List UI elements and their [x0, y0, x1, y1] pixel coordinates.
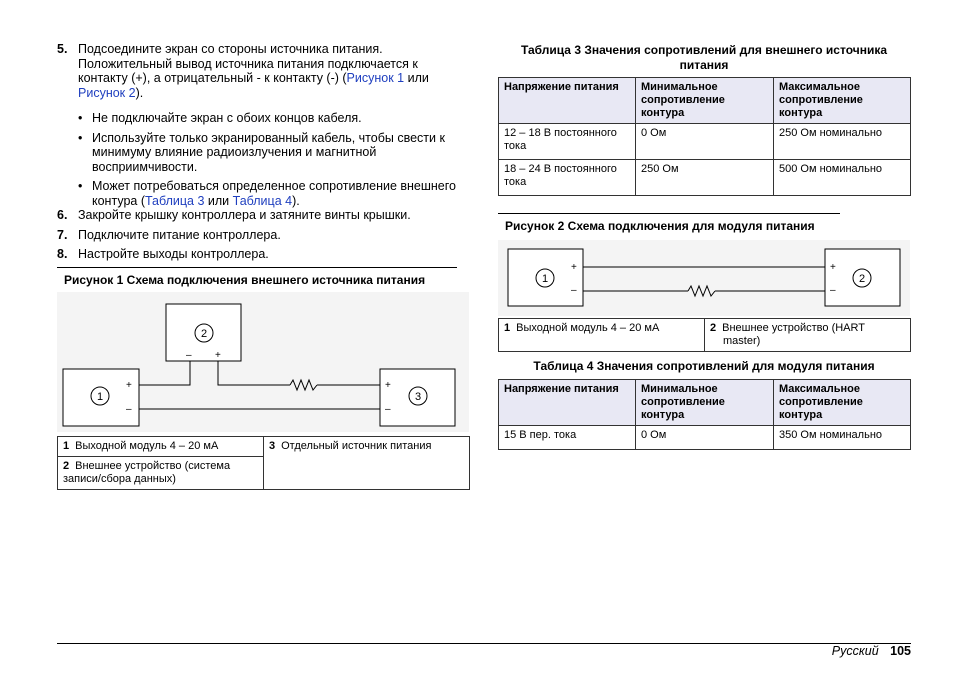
list-item: [78, 111, 478, 126]
legend-item: 2 Внешнее устройство (HART master): [705, 319, 911, 352]
step-7: [57, 228, 477, 243]
legend-item: 3 Отдельный источник питания: [264, 437, 470, 490]
step-text: Закройте крышку контроллера и затяните винты крышки.: [78, 208, 411, 222]
table4-link[interactable]: Таблица 4: [232, 193, 293, 208]
minus-label: –: [126, 404, 132, 415]
figure1-caption: Рисунок 1 Схема подключения внешнего источника питания: [64, 273, 426, 287]
minus-label: –: [385, 404, 391, 415]
step-text: Положительный вывод источника питания подключается к: [78, 56, 418, 71]
bullet-text: восприимчивости.: [92, 159, 198, 174]
plus-label: +: [385, 380, 391, 391]
column-header: Максимальное сопротивление контура: [774, 380, 911, 426]
figure2-caption: Рисунок 2 Схема подключения для модуля питания: [505, 219, 815, 233]
callout-3-label: 3: [414, 391, 422, 403]
step-text: или: [404, 71, 429, 85]
bullet-dot: •: [78, 179, 83, 193]
bullet-text: Используйте только экранированный кабель, чтобы свести к: [92, 130, 445, 145]
figure1-diagram: [57, 292, 469, 432]
table3-caption: Таблица 3 Значения сопротивлений для внешнего источника питания: [520, 43, 888, 72]
callout-2-label: 2: [858, 273, 866, 285]
column-header: Минимальное сопротивление контура: [636, 78, 774, 124]
step-8: [57, 247, 477, 262]
table4-caption: Таблица 4 Значения сопротивлений для модуля питания: [533, 359, 875, 373]
table3-link[interactable]: Таблица 3: [144, 193, 205, 208]
step-5: [57, 42, 477, 100]
table4: [498, 379, 911, 450]
bullet-dot: •: [78, 130, 83, 145]
list-item: [78, 131, 478, 175]
bullet-text: контура (: [92, 193, 145, 208]
minus-label: –: [571, 285, 577, 296]
step-6: [57, 208, 477, 223]
step-number: 6.: [57, 208, 68, 222]
table-row: 12 – 18 В постоянного тока 0 Ом 250 Ом номинально: [499, 124, 911, 160]
bullet-list: [78, 111, 478, 208]
bullet-text: Может потребоваться определенное сопротивление внешнего: [92, 179, 456, 193]
bullet-text: минимуму влияние радиоизлучения и магнитной: [92, 145, 377, 159]
footer-language: Русский: [831, 644, 879, 658]
step-number: 8.: [57, 247, 68, 261]
step-text: Подключите питание контроллера.: [78, 228, 281, 242]
step-number: 7.: [57, 228, 68, 242]
figure2-legend: [498, 318, 911, 352]
table3: [498, 77, 911, 196]
callout-1-label: 1: [96, 391, 104, 403]
step-text: контакту (+), а отрицательный - к контакту (-) (: [78, 71, 347, 85]
legend-item: 2 Внешнее устройство (система записи/сбора данных): [58, 457, 264, 490]
footer-rule: [57, 643, 911, 644]
bullet-text: Не подключайте экран с обоих концов кабеля.: [92, 111, 362, 125]
page-number: 105: [890, 644, 911, 658]
step-text: Подсоедините экран со стороны источника питания.: [78, 42, 383, 56]
plus-label: +: [830, 262, 836, 273]
figure2-diagram: [498, 240, 910, 316]
bullet-text: ).: [292, 193, 300, 208]
step-text: ).: [135, 85, 144, 100]
plus-label: +: [571, 262, 577, 273]
table-row: 15 В пер. тока 0 Ом 350 Ом номинально: [499, 426, 911, 450]
step-text: Настройте выходы контроллера.: [78, 247, 269, 261]
column-header: Напряжение питания: [499, 380, 636, 426]
bullet-text: или: [204, 193, 233, 208]
column-header: Минимальное сопротивление контура: [636, 380, 774, 426]
figure2-link[interactable]: Рисунок 2: [78, 85, 136, 100]
callout-2-label: 2: [200, 328, 208, 340]
legend-item: 1 Выходной модуль 4 – 20 мА: [499, 319, 705, 352]
minus-label: –: [186, 350, 192, 361]
plus-label: +: [215, 350, 221, 361]
minus-label: –: [830, 285, 836, 296]
figure1-link[interactable]: Рисунок 1: [346, 71, 405, 85]
bullet-dot: •: [78, 111, 83, 125]
plus-label: +: [126, 380, 132, 391]
step-number: 5.: [57, 42, 68, 56]
callout-1-label: 1: [541, 273, 549, 285]
table-row: 18 – 24 В постоянного тока 250 Ом 500 Ом номинально: [499, 160, 911, 196]
column-header: Напряжение питания: [499, 78, 636, 124]
list-item: [78, 179, 478, 208]
divider: [57, 267, 457, 268]
figure1-legend: [57, 436, 470, 490]
page-footer: [832, 644, 911, 658]
legend-item: 1 Выходной модуль 4 – 20 мА: [58, 437, 264, 457]
column-header: Максимальное сопротивление контура: [774, 78, 911, 124]
divider: [498, 213, 840, 214]
